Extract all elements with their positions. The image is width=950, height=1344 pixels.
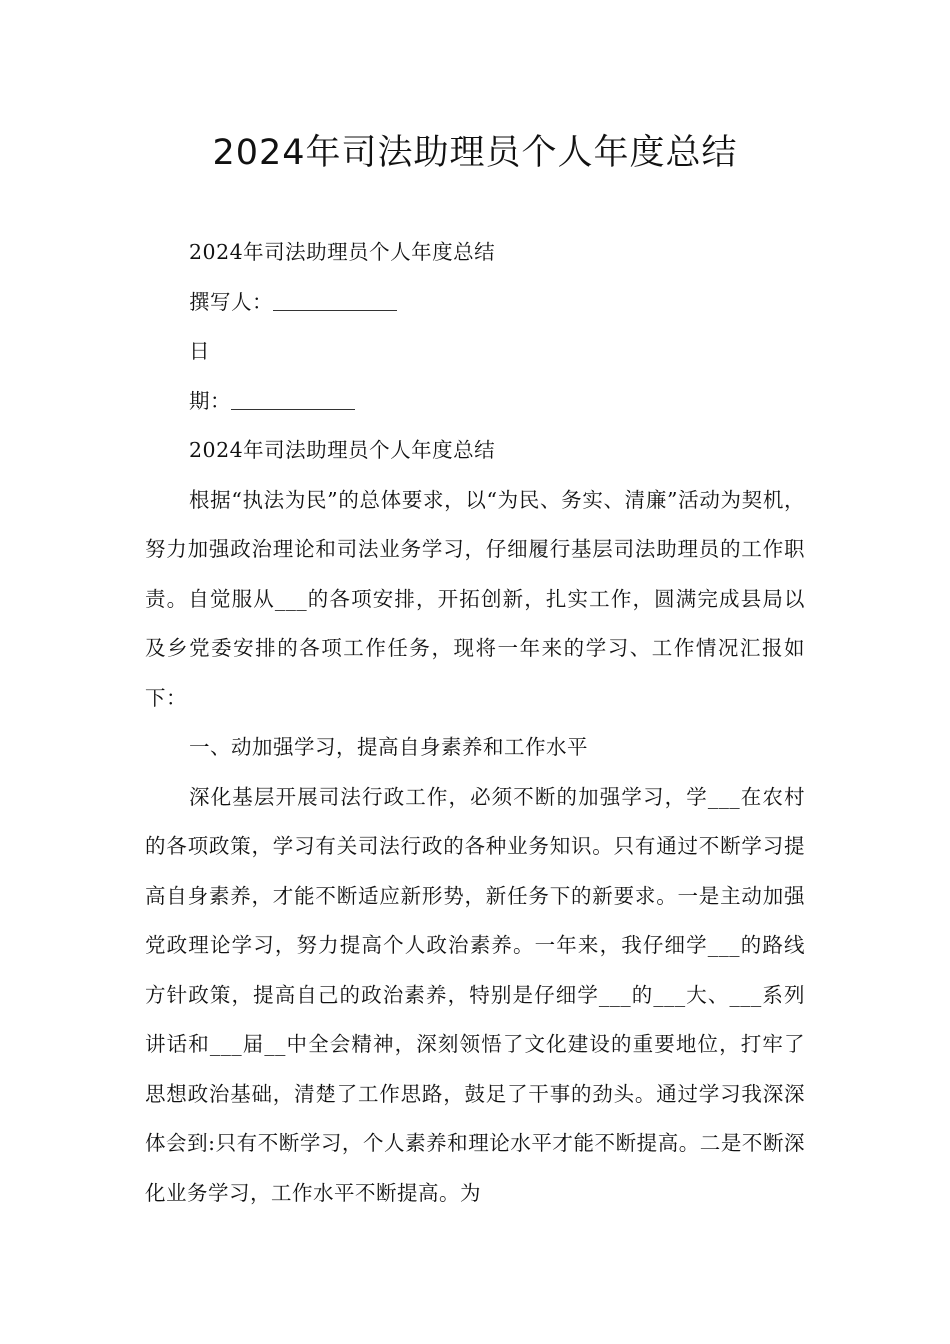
author-label: 撰写人： xyxy=(189,289,273,314)
date-label: 期： xyxy=(189,388,231,413)
document-body xyxy=(145,228,805,1218)
author-line xyxy=(145,278,805,328)
date-blank xyxy=(231,389,355,410)
document-title: 2024年司法助理员个人年度总结 xyxy=(212,133,738,173)
section1-heading: 一、动加强学习，提高自身素养和工作水平 xyxy=(189,735,588,759)
author-blank xyxy=(273,290,397,311)
heading-repeat: 2024年司法助理员个人年度总结 xyxy=(189,438,496,462)
intro-paragraph: 根据“执法为民”的总体要求，以“为民、务实、清廉”活动为契机，努力加强政治理论和司法业务学习，仔细履行基层司法助理员的工作职责。自觉服从___的各项安排，开拓创新，扎实工作，圆满完成县局以及乡党委安排的各项工作任务，现将一年来的学习、工作情况汇报如下： xyxy=(145,487,805,710)
section1-paragraph: 深化基层开展司法行政工作，必须不断的加强学习，学___在农村的各项政策，学习有关司法行政的各种业务知识。只有通过不断学习提高自身素养，才能不断适应新形势，新任务下的新要求。一是主动加强党政理论学习，努力提高个人政治素养。一年来，我仔细学___的路线方针政策，提高自己的政治素养，特别是仔细学___的___大、___系列讲话和___届__中全会精神，深刻领悟了文化建设的重要地位，打牢了思想政治基础，清楚了工作思路，鼓足了干事的劲头。通过学习我深深体会到:只有不断学习，个人素养和理论水平才能不断提高。二是不断深化业务学习，工作水平不断提高。为 xyxy=(145,784,805,1205)
subtitle-line: 2024年司法助理员个人年度总结 xyxy=(189,240,496,264)
date-line xyxy=(145,377,805,427)
date-label-line-1: 日 xyxy=(189,339,210,363)
